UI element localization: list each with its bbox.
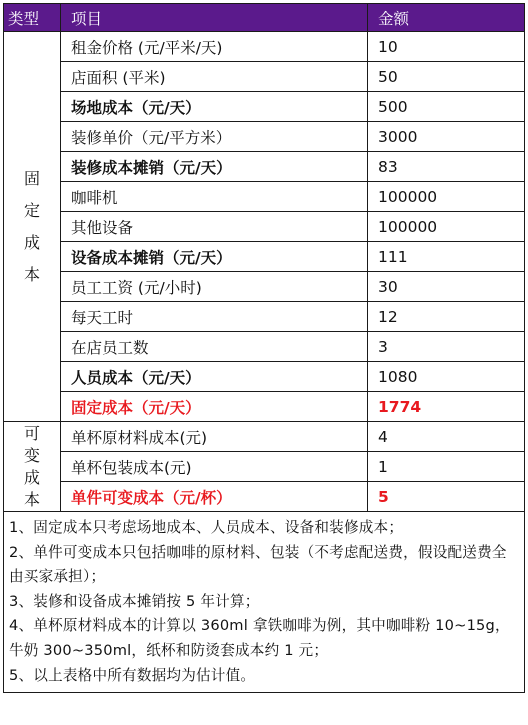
type-char: 定 [23,200,40,220]
table-row [4,32,525,62]
note-line: 4、单杯原材料成本的计算以 360ml 拿铁咖啡为例，其中咖啡粉 10~15g，牛奶 300~350ml，纸杯和防烫套成本约 1 元； [9,617,510,659]
item-cell: 每天工时 [61,302,368,332]
type-char: 本 [23,489,40,509]
table-row [4,302,525,332]
header-amount: 金额 [368,4,525,32]
table-row [4,392,525,422]
table-row [4,92,525,122]
cost-table-container [3,3,524,720]
item-cell: 单杯包装成本(元) [61,452,368,482]
amount-cell: 111 [368,242,525,272]
amount-cell: 1 [368,452,525,482]
variable-type-cell [4,422,61,512]
item-cell: 咖啡机 [61,182,368,212]
header-item: 项目 [61,4,368,32]
item-cell: 单杯原材料成本(元) [61,422,368,452]
amount-cell: 100000 [368,182,525,212]
type-char: 本 [23,264,40,284]
type-char: 可 [23,423,40,443]
item-cell: 员工工资 (元/小时) [61,272,368,302]
table-row [4,422,525,452]
amount-cell: 3000 [368,122,525,152]
amount-cell: 10 [368,32,525,62]
item-cell: 在店员工数 [61,332,368,362]
amount-cell: 3 [368,332,525,362]
item-cell: 店面积 (平米) [61,62,368,92]
amount-cell: 500 [368,92,525,122]
cost-table [3,3,525,693]
table-row [4,482,525,512]
table-row [4,332,525,362]
amount-cell: 4 [368,422,525,452]
header-type: 类型 [4,4,61,32]
type-char: 成 [23,467,40,487]
type-char: 成 [23,232,40,252]
table-header-row [4,4,525,32]
item-cell: 设备成本摊销（元/天） [61,242,368,272]
note-line: 3、装修和设备成本摊销按 5 年计算； [9,592,260,610]
table-row [4,362,525,392]
item-cell: 租金价格 (元/平米/天) [61,32,368,62]
amount-cell: 50 [368,62,525,92]
table-row [4,182,525,212]
item-cell: 场地成本（元/天） [61,92,368,122]
table-row [4,212,525,242]
item-cell: 装修成本摊销（元/天） [61,152,368,182]
amount-cell: 5 [368,482,525,512]
amount-cell: 12 [368,302,525,332]
table-body [4,32,525,512]
item-cell: 装修单价（元/平方米） [61,122,368,152]
item-cell: 人员成本（元/天） [61,362,368,392]
table-row [4,272,525,302]
table-row [4,452,525,482]
note-line: 2、单件可变成本只包括咖啡的原材料、包装（不考虑配送费，假设配送费全由买家承担）； [9,543,507,586]
type-char: 变 [23,445,40,465]
table-row [4,122,525,152]
notes-cell [4,512,525,693]
amount-cell: 30 [368,272,525,302]
amount-cell: 83 [368,152,525,182]
notes-row [4,512,525,693]
amount-cell: 100000 [368,212,525,242]
note-line: 5、以上表格中所有数据均为估计值。 [9,666,256,684]
item-cell: 其他设备 [61,212,368,242]
table-row [4,62,525,92]
amount-cell: 1774 [368,392,525,422]
item-cell: 单件可变成本（元/杯） [61,482,368,512]
amount-cell: 1080 [368,362,525,392]
type-char: 固 [23,168,40,188]
item-cell: 固定成本（元/天） [61,392,368,422]
note-line: 1、固定成本只考虑场地成本、人员成本、设备和装修成本； [9,519,404,536]
table-row [4,152,525,182]
fixed-type-cell [4,32,61,422]
table-row [4,242,525,272]
